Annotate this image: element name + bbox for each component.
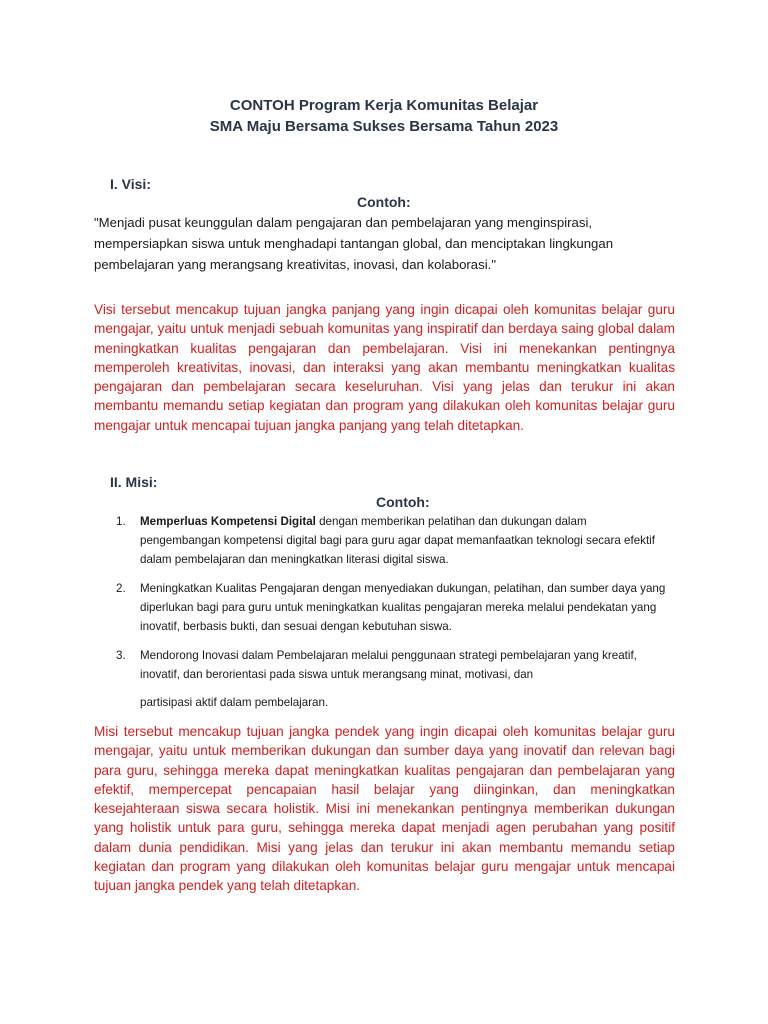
misi-list (110, 512, 670, 712)
misi-item-1 (110, 512, 670, 569)
misi-item-lead: Memperluas Kompetensi Digital (140, 515, 316, 528)
misi-item-2 (110, 579, 670, 636)
document-title-line1: CONTOH Program Kerja Komunitas Belajar (229, 97, 539, 114)
misi-item-number: 1. (116, 515, 126, 528)
misi-item-text: Meningkatkan Kualitas Pengajaran dengan menyediakan dukungan, pelatihan, dan sumber daya yang diperlukan bagi para guru untuk meningkatkan kualitas pengajaran mereka melalui pendekatan yang inovatif, berbasis bukti, dan sesuai dengan kebutuhan siswa. (140, 582, 666, 633)
visi-heading: I. Visi: (110, 176, 151, 192)
misi-item-number: 3. (116, 649, 126, 662)
misi-item-number: 2. (116, 582, 126, 595)
misi-item-tail: partisipasi aktif dalam pembelajaran. (140, 696, 329, 709)
visi-contoh-label: Contoh: (357, 194, 411, 210)
visi-quote: "Menjadi pusat keunggulan dalam pengajaran dan pembelajaran yang menginspirasi, mempersiapkan siswa untuk menghadapi tantangan global, dan menciptakan lingkungan pembelajaran yang merangsang kreativitas, inovasi, dan kolaborasi." (94, 215, 614, 272)
misi-item-text: dengan memberikan pelatihan dan dukungan dalam pengembangan kompetensi digital bagi para guru agar dapat memanfaatkan teknologi secara efektif dalam pembelajaran dan meningkatkan literasi digital siswa. (140, 515, 655, 566)
misi-contoh-label: Contoh: (376, 494, 430, 510)
misi-item-3 (110, 646, 670, 712)
document-title-line2: SMA Maju Bersama Sukses Bersama Tahun 2023 (209, 118, 559, 135)
visi-explanation: Visi tersebut mencakup tujuan jangka panjang yang ingin dicapai oleh komunitas belajar guru mengajar, yaitu untuk menjadi sebuah komunitas yang inspiratif dan berdaya saing global dalam meningkatkan kualitas pengajaran dan pembelajaran. Visi ini menekankan pentingnya memperoleh kreativitas, inovasi, dan interaksi yang akan membantu meningkatkan kualitas pengajaran dan pembelajaran secara keseluruhan. Visi yang jelas dan terukur ini akan membantu memandu setiap kegiatan dan program yang dilakukan oleh komunitas belajar guru mengajar untuk mencapai tujuan jangka panjang yang telah ditetapkan. (94, 302, 675, 433)
misi-item-text: Mendorong Inovasi dalam Pembelajaran melalui penggunaan strategi pembelajaran yang kreatif, inovatif, dan berorientasi pada siswa untuk merangsang minat, motivasi, dan (140, 649, 637, 681)
misi-explanation: Misi tersebut mencakup tujuan jangka pendek yang ingin dicapai oleh komunitas belajar guru mengajar, yaitu untuk memberikan dukungan dan sumber daya yang inovatif dan relevan bagi para guru, sehingga mereka dapat meningkatkan kualitas pengajaran dan pembelajaran yang efektif, mempercepat pencapaian hasil belajar yang diinginkan, dan meningkatkan kesejahteraan siswa secara holistik. Misi ini menekankan pentingnya memberikan dukungan yang holistik untuk para guru, sehingga mereka dapat menjadi agen perubahan yang positif dalam dunia pendidikan. Misi yang jelas dan terukur ini akan membantu memandu setiap kegiatan dan program yang dilakukan oleh komunitas belajar guru mengajar untuk mencapai tujuan jangka pendek yang telah ditetapkan. (94, 724, 675, 894)
misi-heading: II. Misi: (110, 474, 158, 490)
